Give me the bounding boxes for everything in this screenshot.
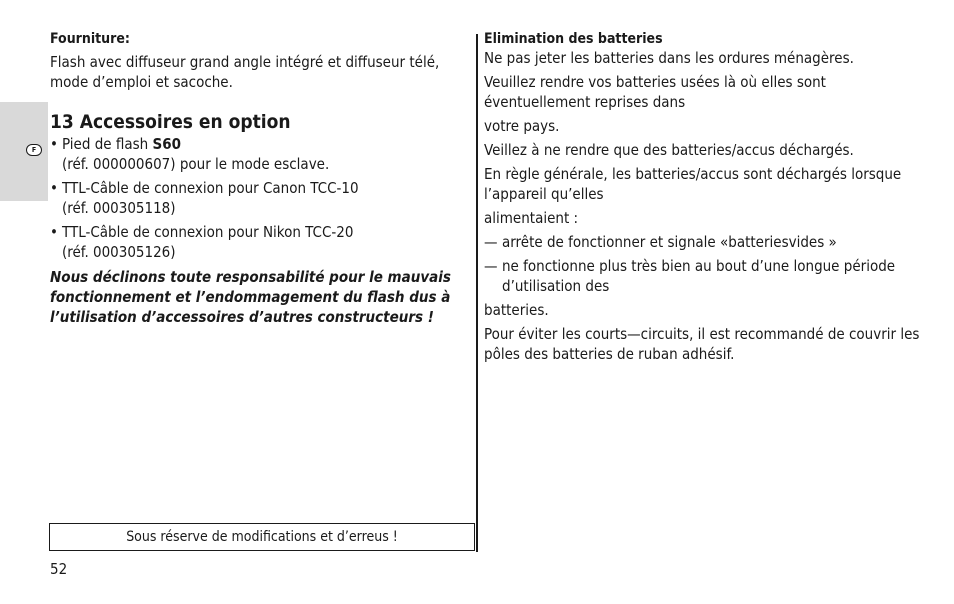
list-item [50, 178, 470, 218]
right-column [484, 30, 929, 368]
section-title: 13 Accessoires en option [50, 111, 291, 133]
list-item-text [62, 178, 359, 218]
list-item-text [62, 134, 329, 174]
dash-item [484, 232, 929, 252]
list-item [50, 134, 470, 174]
list-item-text [62, 222, 353, 262]
bullet-icon: • [50, 179, 58, 197]
supply-text: Flash avec diffuseur grand angle intégré et diffuseur télé, mode d’emploi et sacoche. [50, 53, 440, 91]
list-item-model: S60 [152, 135, 182, 153]
dash-mark: — [484, 257, 498, 275]
list-item-ref: (réf. 000305118) [62, 199, 176, 217]
list-item-ref: (réf. 000305126) [62, 243, 176, 261]
battery-paragraph: Pour éviter les courts—circuits, il est recommandé de couvrir les pôles des batteries de ruban adhésif. [484, 325, 920, 363]
dash-mark: — [484, 233, 498, 251]
battery-paragraph: alimentaient : [484, 209, 579, 227]
battery-paragraph: En règle générale, les batteries/accus sont déchargés lorsque l’appareil qu’elles [484, 165, 902, 203]
list-item-label: TTL-Câble de connexion pour Nikon TCC-20 [62, 223, 354, 241]
battery-paragraph: Veillez à ne rendre que des batteries/accus déchargés. [484, 141, 854, 159]
accessories-list [50, 134, 470, 266]
language-badge: F [26, 144, 42, 156]
bullet-icon: • [50, 223, 58, 241]
battery-paragraph: votre pays. [484, 117, 560, 135]
list-item [50, 222, 470, 262]
disclaimer: Nous déclinons toute responsabilité pour le mauvais fonctionnement et l’endommagement du flash dus à l’utilisation d’accessoires d’autres constructeurs ! [50, 268, 451, 326]
page-number: 52 [50, 560, 68, 578]
dash-item [484, 256, 929, 296]
list-item-ref: (réf. 000000607) pour le mode esclave. [62, 155, 330, 173]
battery-paragraph: Veuillez rendre vos batteries usées là où elles sont éventuellement reprises dans [484, 73, 826, 111]
left-column [50, 30, 470, 326]
column-divider [476, 34, 478, 552]
list-item-label: TTL-Câble de connexion pour Canon TCC-10 [62, 179, 359, 197]
dash-item-text: arrête de fonctionner et signale «batteriesvides » [502, 233, 837, 251]
bullet-icon: • [50, 135, 58, 153]
supply-heading: Fourniture: [50, 31, 130, 47]
battery-paragraph: batteries. [484, 301, 549, 319]
dash-item-text: ne fonctionne plus très bien au bout d’une longue période d’utilisation des [502, 257, 896, 295]
list-item-label: Pied de flash [62, 135, 153, 153]
footer-notice: Sous réserve de modifications et d’erreus ! [49, 523, 475, 551]
battery-paragraph: Ne pas jeter les batteries dans les ordures ménagères. [484, 49, 854, 67]
battery-heading: Elimination des batteries [484, 31, 663, 47]
